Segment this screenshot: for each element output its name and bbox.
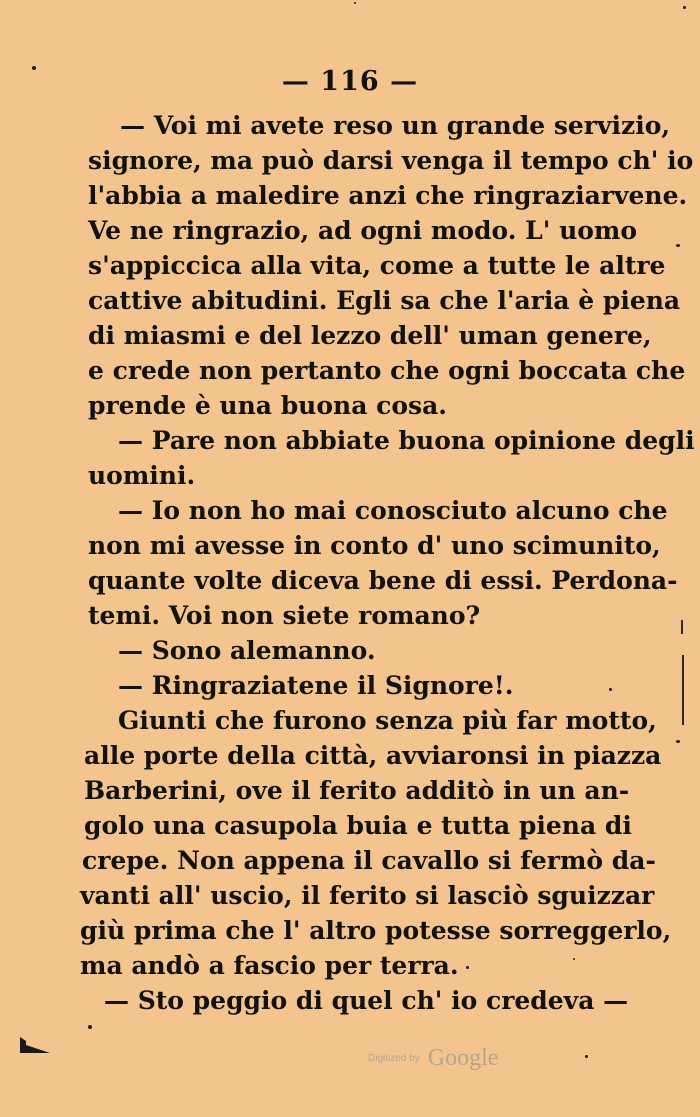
text-line-25: ma andò a fascio per terra. [80, 951, 459, 980]
text-line-17: — Ringraziatene il Signore!. [118, 671, 514, 700]
scan-speck [88, 1025, 92, 1029]
scan-edge-line [681, 620, 683, 634]
scan-speck [676, 244, 680, 247]
text-line-21: golo una casupola buia e tutta piena di [84, 811, 632, 840]
text-line-16: — Sono alemanno. [118, 636, 376, 665]
text-line-18: Giunti che furono senza più far motto, [118, 706, 657, 735]
text-line-12: — Io non ho mai conosciuto alcuno che [118, 496, 668, 525]
page-number: — 116 — [281, 66, 419, 97]
text-line-2: signore, ma può darsi venga il tempo ch' io [88, 146, 694, 175]
scan-speck [466, 966, 469, 969]
scan-edge-line [682, 655, 684, 725]
scan-speck [585, 1055, 588, 1058]
text-line-26: — Sto peggio di quel ch' io credeva — [104, 986, 629, 1015]
scan-corner-mark [20, 1037, 50, 1053]
text-line-24: giù prima che l' altro potesse sorreggerlo, [80, 916, 672, 945]
digitization-watermark [368, 1045, 498, 1072]
text-line-14: quante volte diceva bene di essi. Perdona- [88, 566, 678, 595]
text-line-8: e crede non pertanto che ogni boccata che [88, 356, 686, 385]
text-line-10: — Pare non abbiate buona opinione degli [118, 426, 695, 455]
text-line-11: uomini. [88, 461, 196, 490]
text-line-9: prende è una buona cosa. [88, 391, 447, 420]
scan-speck [683, 6, 686, 9]
scan-speck [609, 688, 612, 691]
text-line-4: Ve ne ringrazio, ad ogni modo. L' uomo [88, 216, 638, 245]
text-line-22: crepe. Non appena il cavallo si fermò da- [82, 846, 656, 875]
text-line-6: cattive abitudini. Egli sa che l'aria è piena [88, 286, 681, 315]
text-line-7: di miasmi e del lezzo dell' uman genere, [88, 321, 652, 350]
text-line-15: temi. Voi non siete romano? [88, 601, 481, 630]
scan-speck [573, 958, 575, 960]
scan-speck [354, 2, 356, 4]
scan-speck [676, 740, 680, 743]
text-line-5: s'appiccica alla vita, come a tutte le altre [88, 251, 666, 280]
text-line-23: vanti all' uscio, il ferito si lasciò sguizzar [80, 881, 655, 910]
digitized-by-label: Digitized by [368, 1053, 420, 1064]
scan-speck [32, 66, 36, 70]
google-watermark: Google [427, 1045, 499, 1071]
text-line-1: — Voi mi avete reso un grande servizio, [120, 111, 671, 140]
text-line-3: l'abbia a maledire anzi che ringraziarvene. [88, 181, 688, 210]
text-line-13: non mi avesse in conto d' uno scimunito, [88, 531, 661, 560]
text-line-20: Barberini, ove il ferito additò in un an- [84, 776, 630, 805]
text-line-19: alle porte della città, avviaronsi in piazza [84, 741, 662, 770]
